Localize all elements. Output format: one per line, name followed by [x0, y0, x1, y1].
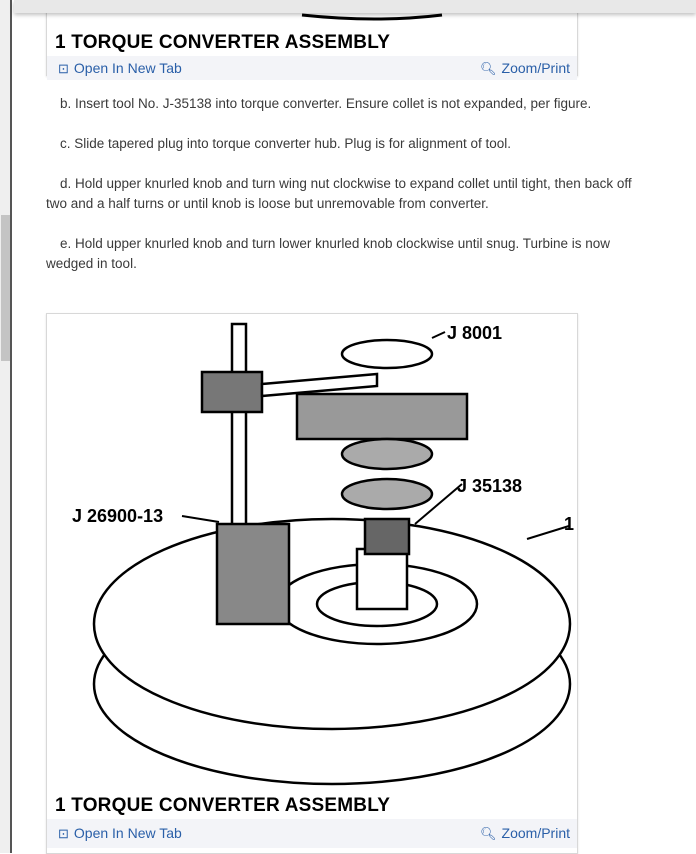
scrollbar-thumb[interactable] [1, 215, 10, 361]
step-e: e. Hold upper knurled knob and turn lower knurled knob clockwise until snug. Turbine is now wedged in tool. [46, 236, 611, 271]
figure-2 [46, 313, 578, 854]
torque-converter-illustration [47, 314, 577, 788]
step-b: b. Insert tool No. J-35138 into torque converter. Ensure collet is not expanded, per figure. [60, 96, 592, 111]
zoom-print-link[interactable]: 🔍︎ Zoom/Print [480, 59, 570, 76]
callout-1: 1 [564, 514, 575, 534]
figure-caption: 1 TORQUE CONVERTER ASSEMBLY [55, 32, 391, 53]
zoom-print-link[interactable]: 🔍︎ Zoom/Print [480, 825, 570, 841]
step-c: c. Slide tapered plug into torque converter hub. Plug is for alignment of tool. [60, 136, 512, 151]
open-in-new-tab-link[interactable]: ⊡ Open In New Tab [58, 825, 182, 841]
zoom-icon: 🔍︎ [480, 60, 497, 76]
figure-caption: 1 TORQUE CONVERTER ASSEMBLY [55, 795, 391, 816]
top-header-bar [14, 0, 696, 13]
zoom-icon: 🔍︎ [480, 826, 497, 841]
step-d: d. Hold upper knurled knob and turn wing nut clockwise to expand collet until tight, then back off two and a half turns or until knob is loose but unremovable from converter. [46, 176, 632, 211]
open-in-new-tab-link[interactable]: ⊡ Open In New Tab [58, 59, 182, 76]
callout-j35138: J 35138 [457, 476, 523, 496]
new-tab-icon: ⊡ [58, 826, 69, 841]
left-gutter [0, 0, 12, 853]
new-tab-icon: ⊡ [58, 60, 69, 76]
callout-j8001: J 8001 [447, 323, 503, 343]
callout-j26900: J 26900-13 [72, 506, 164, 526]
